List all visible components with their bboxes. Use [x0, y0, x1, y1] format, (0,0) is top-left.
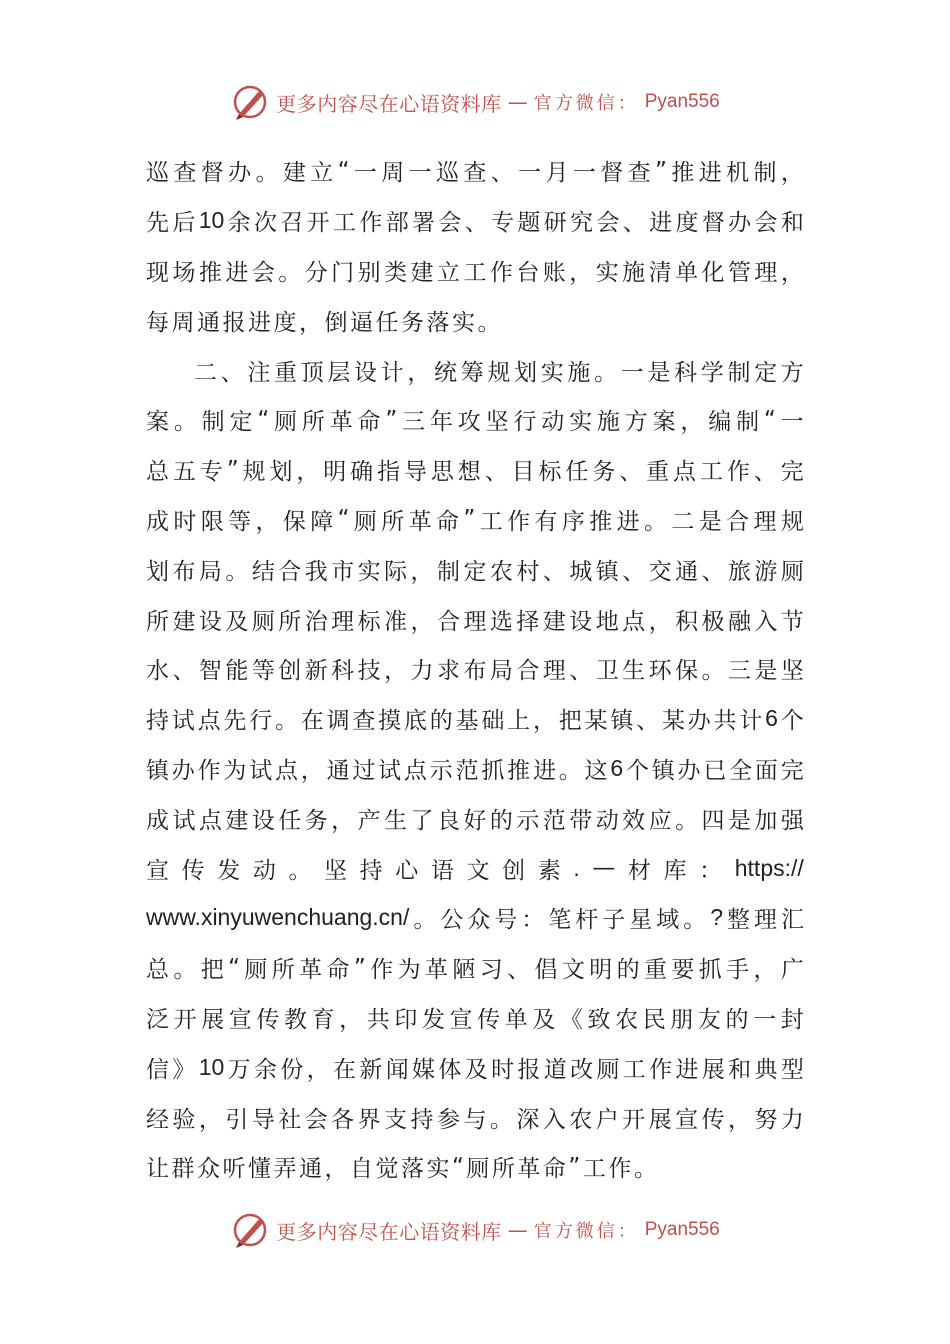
text-line: 持 试 点 先 行 。 在 调 查 摸 底 的 基 础 上 ， 把 某 镇 、 某 办 共 计 6 个	[146, 705, 804, 735]
text-line: 宣 传 发 动 。 坚 持 心 语 文 创 素 . — 材 库 ： https://	[146, 854, 804, 884]
document-body	[146, 146, 804, 1192]
text-line: 水 、 智 能 等 创 新 科 技 ， 力 求 布 局 合 理 、 卫 生 环 保 。 三 是 坚	[146, 658, 804, 685]
banner-contact-id: Pyan556	[644, 1219, 720, 1240]
text-line: 先 后 10 余 次 召 开 工 作 部 署 会 、 专 题 研 究 会 、 进 度 督 办 会 和	[146, 207, 804, 237]
text-line: 巡 查 督 办 。 建 立 “ 一 周 一 巡 查 、 一 月 一 督 查 ” 推 进 机 制 ，	[146, 157, 804, 187]
footer-banner	[0, 1210, 950, 1250]
pen-logo-icon	[230, 82, 270, 122]
text-line: 经 验 ， 引 导 社 会 各 界 支 持 参 与 。 深 入 农 户 开 展 宣 传 ， 努 力	[146, 1106, 804, 1133]
banner-text: 更多内容尽在心语资料库	[276, 1219, 502, 1244]
text-line: 让 群 众 听 懂 弄 通 ， 自 觉 落 实 “ 厕 所 革 命 ” 工 作 。	[146, 1153, 660, 1183]
banner-text: 更多内容尽在心语资料库	[276, 91, 502, 116]
text-line: 每 周 通 报 进 度 ， 倒 逼 任 务 落 实 。	[146, 309, 503, 336]
text-line: 镇 办 作 为 试 点 ， 通 过 试 点 示 范 抓 推 进 。 这 6 个 镇 办 已 全 面 完	[146, 754, 804, 784]
text-line: 成 时 限 等 ， 保 障 “ 厕 所 革 命 ” 工 作 有 序 推 进 。 二 是 合 理 规	[146, 506, 804, 535]
text-line: 现 场 推 进 会 。 分 门 别 类 建 立 工 作 台 账 ， 实 施 清 单 化 管 理 ，	[146, 259, 804, 286]
text-line: 划 布 局 。 结 合 我 市 实 际 ， 制 定 农 村 、 城 镇 、 交 通 、 旅 游 厕	[146, 558, 804, 585]
banner-dash: —	[507, 90, 528, 114]
text-line: 总 。 把 “ 厕 所 革 命 ” 作 为 革 陋 习 、 倡 文 明 的 重 要 抓 手 ， 广	[146, 954, 804, 984]
text-line: www.xinyuwenchuang.cn/ 。 公 众 号 ： 笔 杆 子 星 域 。 ? 整 理 汇	[146, 904, 804, 934]
text-line: 总 五 专 ” 规 划 ， 明 确 指 导 思 想 、 目 标 任 务 、 重 点 工 作 、 完	[146, 456, 804, 486]
text-line: 信 》 10 万 余 份 ， 在 新 闻 媒 体 及 时 报 道 改 厕 工 作 进 展 和 典 型	[146, 1053, 804, 1083]
text-line: 成 试 点 建 设 任 务 ， 产 生 了 良 好 的 示 范 带 动 效 应 。 四 是 加 强	[146, 807, 804, 834]
pen-logo-icon	[230, 1210, 270, 1250]
banner-contact-label: 官方微信：	[533, 1221, 639, 1242]
header-banner	[0, 82, 950, 122]
text-line: 二 、 注 重 顶 层 设 计 ， 统 筹 规 划 实 施 。 一 是 科 学 制 定 方	[194, 359, 804, 386]
banner-contact-id: Pyan556	[644, 91, 720, 112]
banner-dash: —	[507, 1218, 528, 1242]
text-line: 案 。 制 定 “ 厕 所 革 命 ” 三 年 攻 坚 行 动 实 施 方 案 ， 编 制 “ 一	[146, 406, 804, 436]
text-line: 所 建 设 及 厕 所 治 理 标 准 ， 合 理 选 择 建 设 地 点 ， 积 极 融 入 节	[146, 608, 804, 635]
text-line: 泛 开 展 宣 传 教 育 ， 共 印 发 宣 传 单 及 《 致 农 民 朋 友 的 一 封	[146, 1006, 804, 1033]
banner-contact-label: 官方微信：	[533, 93, 639, 114]
